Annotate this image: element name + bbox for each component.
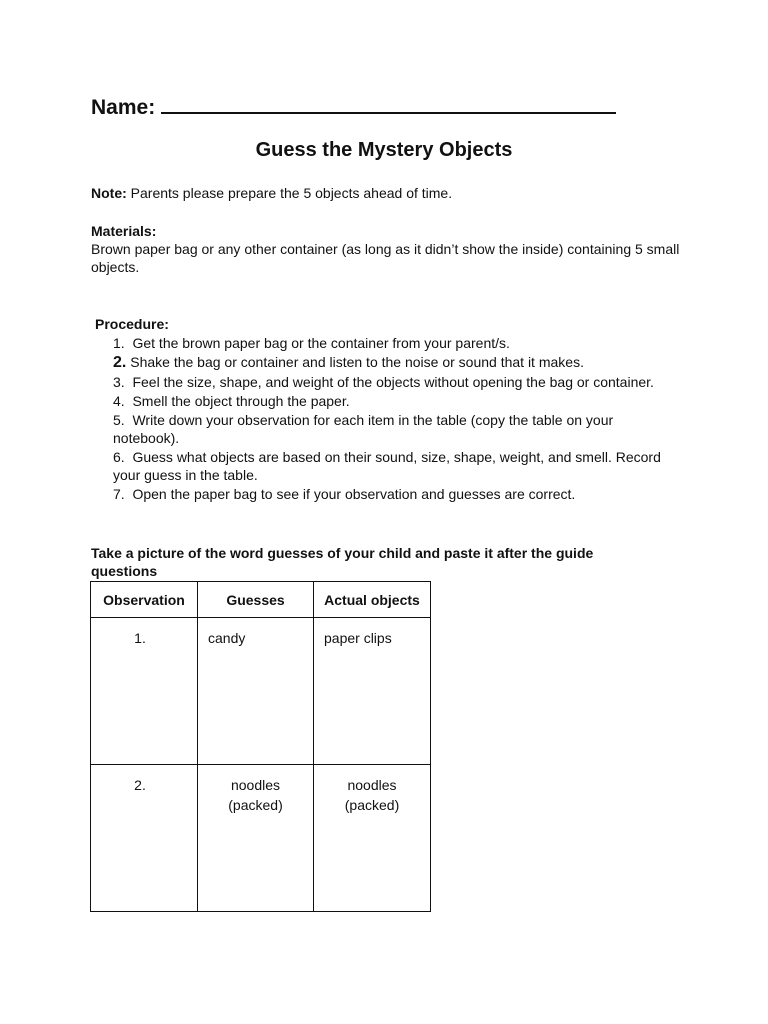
procedure-step: 2. Shake the bag or container and listen to the noise or sound that it makes. [113, 354, 584, 371]
column-header-actual-objects: Actual objects [314, 582, 431, 618]
materials-text: Brown paper bag or any other container (as long as it didn’t show the inside) containing 5 small objects. [91, 241, 680, 275]
materials-heading: Materials: [91, 223, 157, 239]
table-header-row [91, 582, 431, 618]
procedure-step: 4. Smell the object through the paper. [113, 393, 350, 409]
procedure-step: 5. Write down your observation for each item in the table (copy the table on your notebook). [113, 412, 614, 446]
page-title: Guess the Mystery Objects [255, 139, 513, 161]
name-label: Name: [91, 96, 156, 119]
observation-cell: 2. [91, 765, 198, 912]
procedure-heading: Procedure: [95, 316, 169, 332]
actual-cell: paper clips [314, 618, 431, 765]
procedure-step: 7. Open the paper bag to see if your observation and guesses are correct. [113, 486, 576, 502]
procedure-steps [113, 334, 673, 504]
column-header-guesses: Guesses [198, 582, 314, 618]
table-row [91, 765, 431, 912]
guess-cell: candy [198, 618, 314, 765]
note-label: Note: [91, 185, 127, 201]
procedure-step: 6. Guess what objects are based on their sound, size, shape, weight, and smell. Record your guess in the table. [113, 449, 661, 483]
guess-cell: noodles (packed) [198, 765, 314, 912]
name-field [91, 94, 616, 120]
name-blank-line [161, 94, 616, 114]
note-text: Parents please prepare the 5 objects ahead of time. [126, 185, 453, 201]
column-header-observation: Observation [91, 582, 198, 618]
instruction-text: Take a picture of the word guesses of your child and paste it after the guide questions [91, 545, 594, 579]
procedure-step: 3. Feel the size, shape, and weight of the objects without opening the bag or container. [113, 374, 654, 390]
observation-cell: 1. [91, 618, 198, 765]
procedure-step: 1. Get the brown paper bag or the container from your parent/s. [113, 335, 510, 351]
table-row [91, 618, 431, 765]
observation-table [90, 581, 431, 912]
actual-cell: noodles (packed) [314, 765, 431, 912]
note-paragraph [91, 184, 691, 202]
